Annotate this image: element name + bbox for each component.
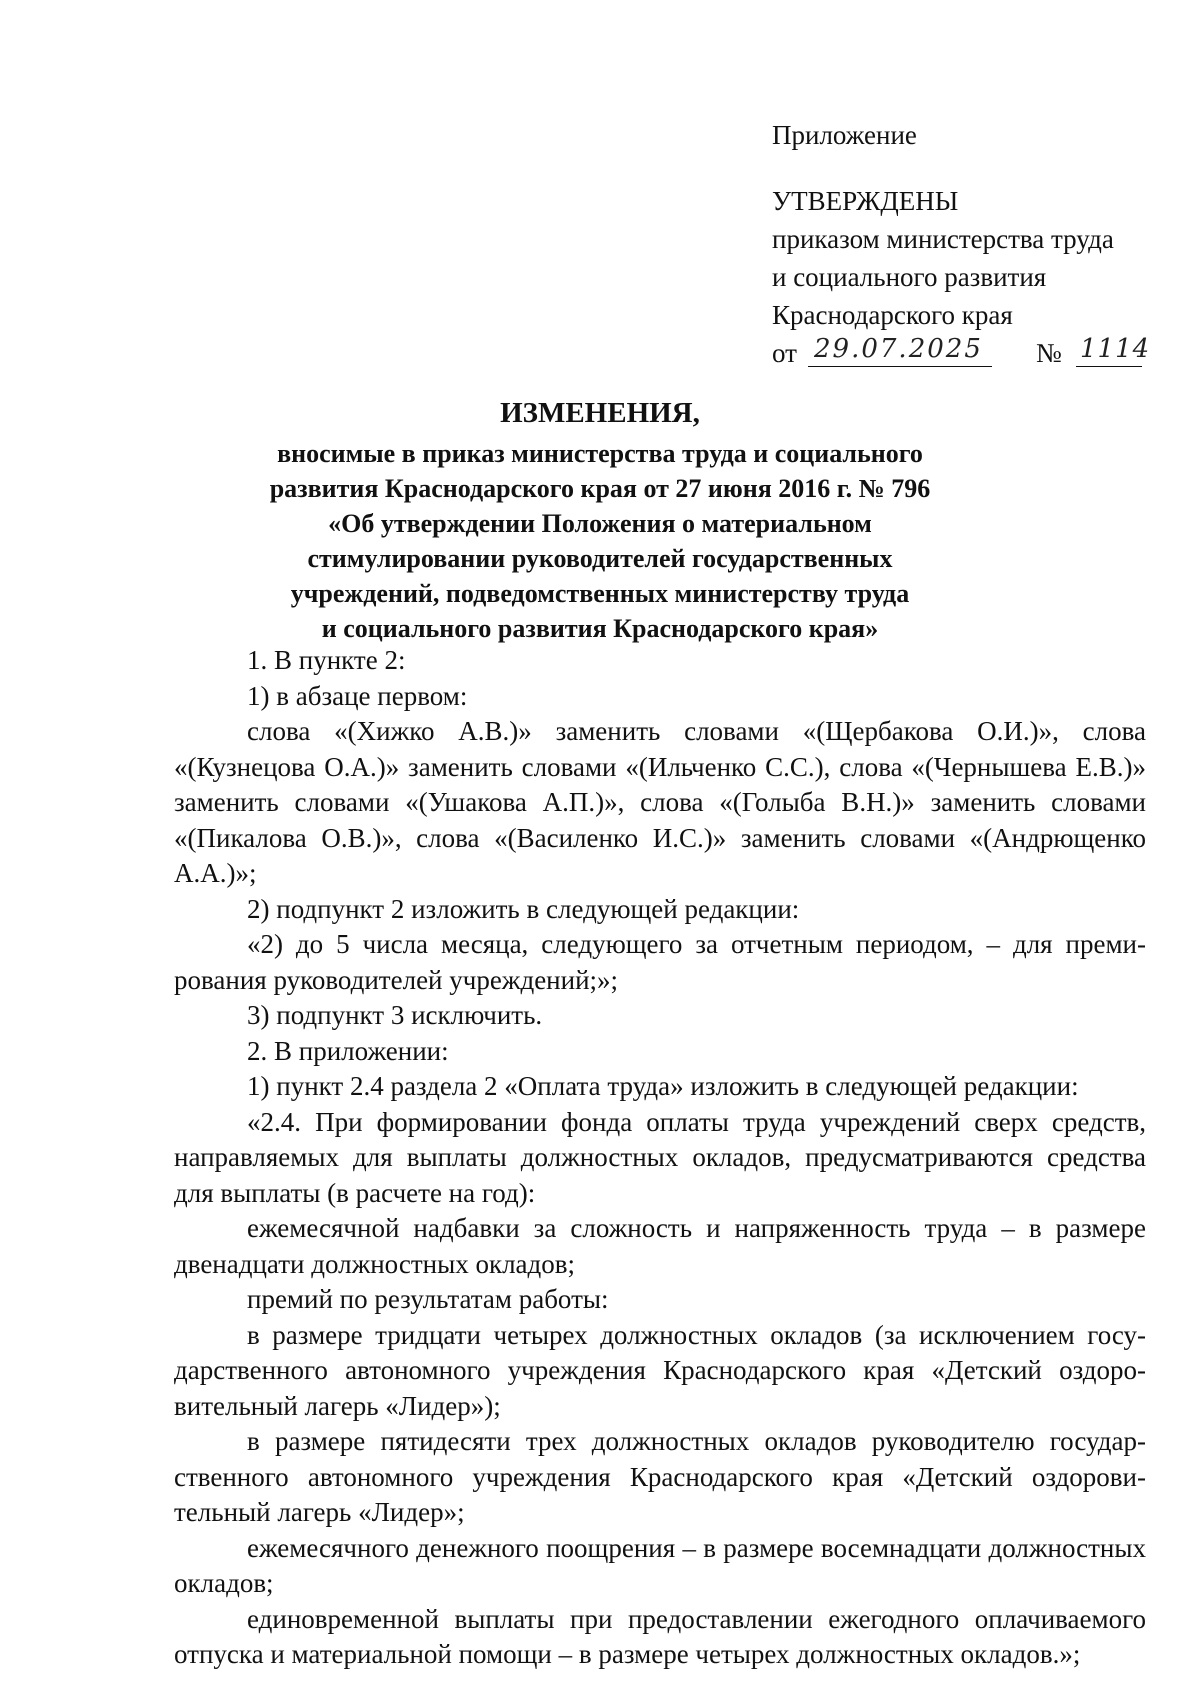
title-heading: ИЗМЕНЕНИЯ,: [500, 397, 700, 429]
body-paragraph: ежемесячного денежного поощрения – в размере восемнадцати должностных окладов;: [174, 1532, 1146, 1598]
body-paragraph: 3) подпункт 3 исключить.: [247, 1000, 543, 1030]
body-paragraph: 1) в абзаце первом:: [247, 680, 468, 711]
document-body: [174, 643, 1146, 1673]
title-subline: и социального развития Краснодарского края»: [321, 614, 879, 643]
handwritten-order-number: 1114: [1076, 334, 1142, 367]
body-paragraph: 2) подпункт 2 изложить в следующей редакции:: [247, 893, 800, 924]
body-paragraph: в размере тридцати четырех должностных окладов (за исключением государственного автономного учреждения Краснодарского края «Детский оздоровительный лагерь «Лидер»);: [174, 1319, 1146, 1421]
approved-by-line: и социального развития: [772, 262, 1047, 292]
approved-heading: УТВЕРЖДЕНЫ: [772, 186, 959, 216]
handwritten-date: 29.07.2025: [808, 334, 992, 367]
approval-block: [772, 116, 1172, 372]
body-paragraph: единовременной выплаты при предоставлении ежегодного оплачиваемого отпуска и материальной помощи – в размере четырех должностных окладов.»;: [174, 1603, 1146, 1669]
title-subline: учреждений, подведомственных министерству труда: [290, 579, 910, 608]
body-paragraph: 1) пункт 2.4 раздела 2 «Оплата труда» изложить в следующей редакции:: [247, 1071, 1079, 1101]
body-paragraph: в размере пятидесяти трех должностных окладов руководителю государственного автономного учреждения Краснодарского края «Детский оздоровительный лагерь «Лидер»;: [174, 1426, 1146, 1527]
body-paragraph: слова «(Хижко А.В.)» заменить словами «(Щербакова О.И.)», слова «(Кузнецова О.А.)» заменить словами «(Ильченко С.С.), слова «(Чернышева Е.В.)» заменить словами «(Ушакова А.П.)», слова «(Голыба В.Н.)» заменить словами «(Пикалова О.В.)», слова «(Василенко И.С.)» заменить словами «(Андрющенко А.А.)»;: [174, 716, 1146, 888]
number-sign-label: №: [1036, 338, 1062, 368]
body-paragraph: «2) до 5 числа месяца, следующего за отчетным периодом, – для премирования руководителей учреждений;»;: [174, 929, 1146, 995]
body-paragraph: премий по результатам работы:: [247, 1284, 609, 1314]
approved-by-line: Краснодарского края: [772, 300, 1013, 330]
appendix-label: Приложение: [772, 120, 917, 150]
from-label: от: [772, 338, 797, 368]
body-paragraph: 2. В приложении:: [247, 1035, 449, 1066]
title-subline: стимулировании руководителей государственных: [307, 544, 893, 573]
title-subline: развития Краснодарского края от 27 июня 2016 г. № 796: [269, 474, 931, 503]
title-subline: вносимые в приказ министерства труда и социального: [277, 439, 923, 468]
order-date-number-line: [772, 334, 1172, 372]
approved-by-line: приказом министерства труда: [772, 224, 1114, 254]
title-subline: «Об утверждении Положения о материальном: [328, 509, 872, 538]
body-paragraph: ежемесячной надбавки за сложность и напряженность труда – в размере двенадцати должностных окладов;: [174, 1213, 1146, 1279]
body-paragraph: 1. В пункте 2:: [247, 645, 406, 675]
document-title: [150, 394, 1050, 646]
body-paragraph: «2.4. При формировании фонда оплаты труда учреждений сверх средств, направляемых для выплаты должностных окладов, предусматриваются средства для выплаты (в расчете на год):: [174, 1106, 1146, 1208]
